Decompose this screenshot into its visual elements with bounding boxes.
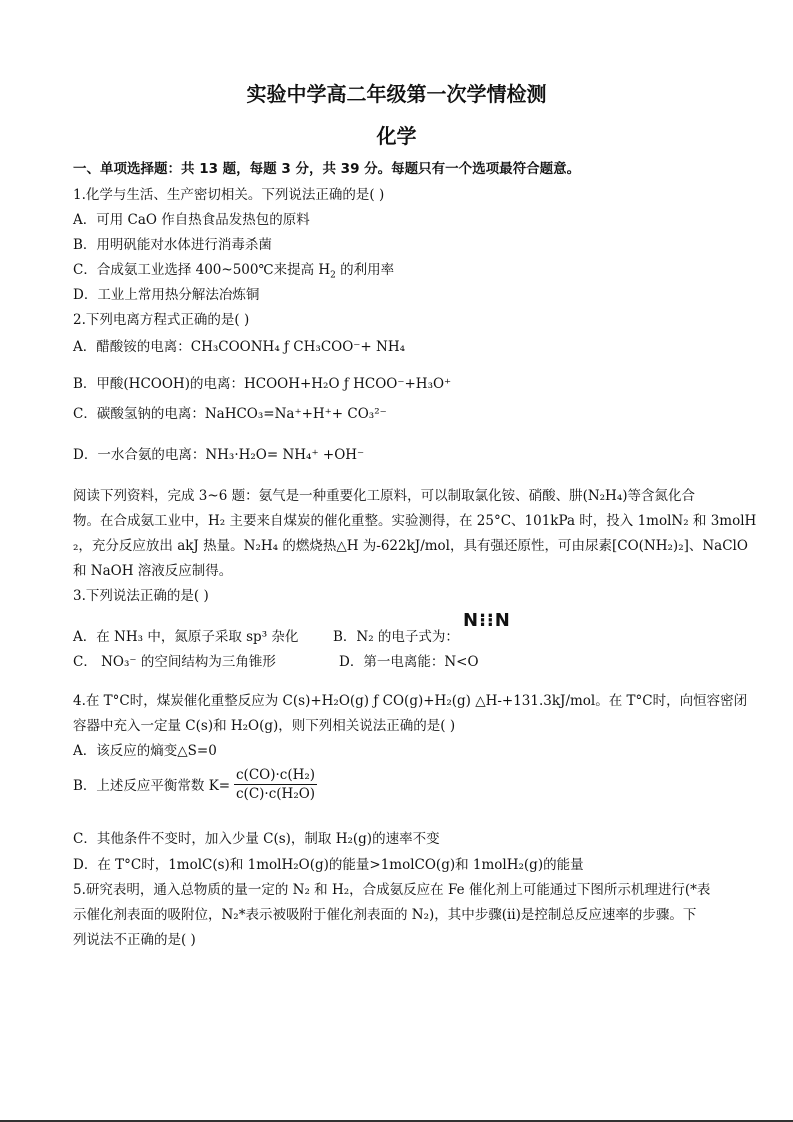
q4-line-2: 容器中充入一定量 C(s)和 H₂O(g)，则下列相关说法正确的是( ): [73, 718, 456, 734]
passage-line-4: 和 NaOH 溶液反应制得。: [73, 563, 233, 579]
section-heading: 一、单项选择题：共 13 题，每题 3 分，共 39 分。每题只有一个选项最符合题意。: [73, 161, 581, 177]
n2-electron-formula: N⁝⁝N: [463, 610, 511, 631]
exam-subject: 化学: [376, 124, 417, 148]
passage-line-2: 物。在合成氨工业中，H₂ 主要来自煤炭的催化重整。实验测得，在 25°C、101kPa 时，投入 1molN₂ 和 3molH: [73, 513, 757, 529]
q4-option-d: D．在 T°C时，1molC(s)和 1molH₂O(g)的能量>1molCO(g)和 1molH₂(g)的能量: [73, 857, 584, 873]
q2-stem: 2.下列电离方程式正确的是( ): [73, 312, 250, 328]
q1-option-c: [73, 261, 394, 279]
q1-option-d: D．工业上常用热分解法冶炼铜: [73, 287, 260, 303]
passage-line-3: ₂，充分反应放出 akJ 热量。N₂H₄ 的燃烧热△H 为-622kJ/mol，具有强还原性，可由尿素[CO(NH₂)₂]、NaClO: [73, 538, 748, 554]
q3-option-d: D．第一电离能：N<O: [339, 654, 479, 670]
q3-stem: 3.下列说法正确的是( ): [73, 588, 209, 604]
q1-stem: 1.化学与生活、生产密切相关。下列说法正确的是( ): [73, 187, 385, 203]
q2-option-a: A．醋酸铵的电离：CH₃COONH₄ ƒ CH₃COO⁻+ NH₄: [73, 339, 406, 355]
equilibrium-fraction: [232, 766, 317, 803]
q1-option-b: B．用明矾能对水体进行消毒杀菌: [73, 237, 272, 253]
q3-option-b: [333, 628, 459, 646]
q4-line-1: 4.在 T°C时，煤炭催化重整反应为 C(s)+H₂O(g) ƒ CO(g)+H₂(g) △H-+131.3kJ/mol。在 T°C时，向恒容密闭: [73, 693, 748, 709]
fraction-denominator: c(C)·c(H₂O): [236, 786, 316, 802]
q5-line-3: 列说法不正确的是( ): [73, 932, 196, 948]
fraction-numerator: c(CO)·c(H₂): [236, 767, 316, 783]
q4-option-b: [73, 777, 230, 795]
q1-option-c-sub: 2: [330, 270, 336, 281]
q5-line-2: 示催化剂表面的吸附位，N₂*表示被吸附于催化剂表面的 N₂)，其中步骤(ⅱ)是控制总反应速率的步骤。下: [73, 907, 697, 923]
q3-option-c: C． NO₃⁻ 的空间结构为三角锥形: [73, 654, 276, 670]
q1-option-a: A．可用 CaO 作自热食品发热包的原料: [73, 212, 310, 228]
q5-line-1: 5.研究表明，通入总物质的量一定的 N₂ 和 H₂，合成氨反应在 Fe 催化剂上可能通过下图所示机理进行(*表: [73, 882, 711, 898]
q3-option-b-text: B．N₂ 的电子式为：: [333, 629, 459, 645]
q1-option-c-pre: C．合成氨工业选择 400~500℃来提高 H: [73, 262, 331, 278]
q4-option-b-text: B．上述反应平衡常数 K=: [73, 778, 231, 794]
q4-option-a: A．该反应的熵变△S=0: [73, 743, 217, 759]
q2-option-d: D．一水合氨的电离：NH₃·H₂O= NH₄⁺ +OH⁻: [73, 447, 365, 463]
q2-option-b: B．甲酸(HCOOH)的电离：HCOOH+H₂O ƒ HCOO⁻+H₃O⁺: [73, 376, 452, 392]
passage-line-1: 阅读下列资料，完成 3~6 题：氨气是一种重要化工原料，可以制取氯化铵、硝酸、肼(N₂H₄)等含氮化合: [73, 488, 696, 504]
exam-title: 实验中学高二年级第一次学情检测: [246, 82, 547, 106]
equilibrium-fraction-body: [234, 766, 317, 803]
q3-option-a: A．在 NH₃ 中，氮原子采取 sp³ 杂化: [73, 629, 299, 645]
q1-option-c-post: 的利用率: [335, 262, 395, 278]
q4-option-c: C．其他条件不变时，加入少量 C(s)，制取 H₂(g)的速率不变: [73, 831, 440, 847]
q2-option-c: C．碳酸氢钠的电离：NaHCO₃=Na⁺+H⁺+ CO₃²⁻: [73, 406, 387, 422]
